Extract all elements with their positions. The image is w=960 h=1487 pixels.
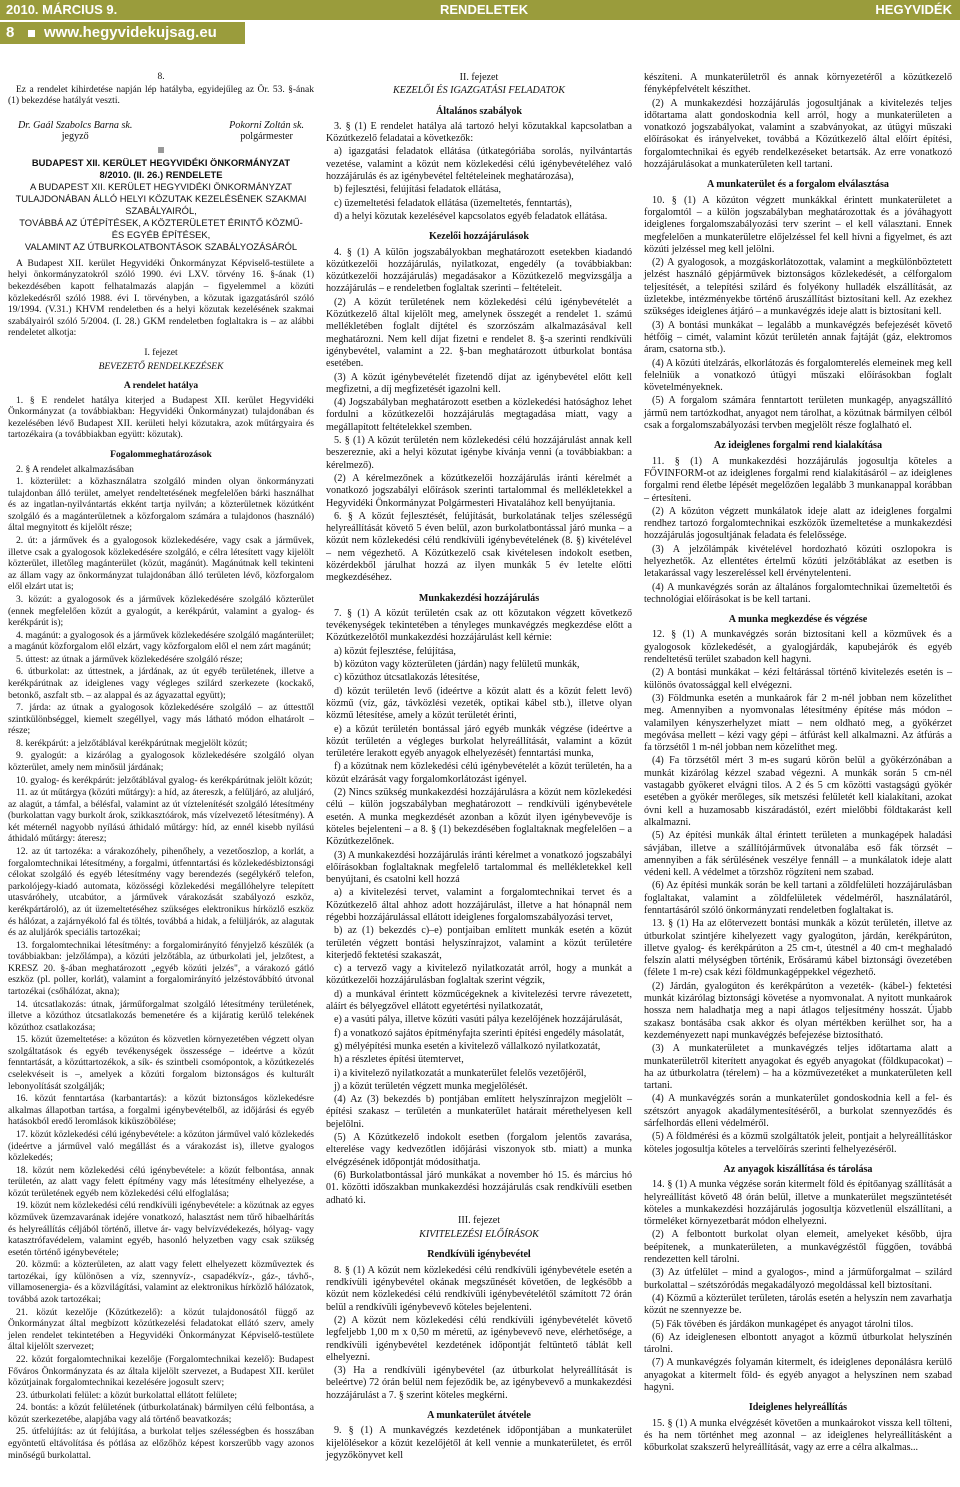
paragraph: (4) Fa törzsétől mért 3 m-es sugarú körön belül a gyökérzónában a munkát kizárólag kézzel szabad végezni. A munkák során 5 cm-nél vastagabb gyökeret elvágni tilos. A 2 és 5 cm közötti vastagságú gyökér esetében a gyökér merőleges, sík metszési felületét kell kialakítani, azokat óvni kell a huzamosabb kiszáradástól, ezért mielőbbi földtakarást kell alkalmazni. bbox=[644, 755, 952, 828]
paragraph: (5) A forgalom számára fenntartott területen munkagép, anyagszállító jármű nem tartózkodhat, anyagot nem tárolhat, a közútnak bármilyen célból csak a forgalomszabályozási tervben megjelölt része foglalható el. bbox=[644, 395, 952, 432]
section-heading: A rendelet hatálya bbox=[123, 381, 199, 392]
list-item: g) mélyépítési munka esetén a kivitelező vállalkozó nyilatkozatát, bbox=[334, 1040, 601, 1052]
column-3 bbox=[644, 72, 952, 1455]
list-item: f) a vonatkozó sajátos építményfajta szerinti építési engedély másolatát, bbox=[334, 1027, 625, 1039]
separator-square-icon bbox=[158, 147, 164, 153]
paragraph: 1. § E rendelet hatálya kiterjed a Budapest XII. kerület Hegyvidéki Önkormányzat (a továbbiakban: Hegyvidéki Önkormányzat) tulajdonában és kezelésében lévő Budapest XII. kerületi helyi közutakra, azok műtárgyaira és tartozékaira (a továbbiakban együtt: közutak). bbox=[8, 395, 314, 441]
paragraph: (2) Nincs szükség munkakezdési hozzájárulásra a közút nem közlekedési célú – külön jogszabályban meghatározott – rendkívüli igénybevétele esetén. A munka megkezdését azonban a közút ilyen igénybevevője is köteles bejelenteni – a 8. § (1) bekezdésében foglaltaknak megfelelően – a Közútkezelőnek. bbox=[326, 787, 632, 848]
section-8-title: 8. bbox=[157, 72, 165, 82]
paragraph: (4) Jogszabályban meghatározott esetben a közlekedési hatósághoz lehet fordulni a közútkezelői hozzájárulás megtagadása miatt, vagy a megállapított feltételekkel szemben. bbox=[326, 397, 632, 433]
paragraph: 11. § (1) A munkakezdési hozzájárulás jogosultja köteles a FŐVINFORM-ot az ideiglenes forgalmi rend kialakításáról – az ideiglenes forgalmi rend életbe lépését megelőzően legalább 3 munkanappal korábban – értesíteni. bbox=[644, 455, 952, 504]
paragraph: 7. § (1) A közút területén csak az ott közutakon végzett következő tevékenységek tekintetében a tényleges munkavégzés megkezdése előtt a Közútkezelőtől munkakezdési hozzájárulást kell kérnie: bbox=[326, 607, 632, 644]
definition: 24. bontás: a közút felületének (útburkolatának) bármilyen célú felbontása, a közút szerkezetébe, alapjába vagy alá történő beavatkozás; bbox=[8, 1403, 314, 1425]
definition: 25. útfelújítás: az út felújítása, a burkolat teljes szélességben és hosszában egyöntetű eltávolítása és pótlása az előzőhöz képest korszerűbb vagy azonos minőségű burkolattal. bbox=[8, 1427, 314, 1461]
definition: 18. közút nem közlekedési célú igénybevétele: a közút felbontása, annak területén, az alatt vagy felett építmény vagy más létesítmény elhelyezése, a közút területének egyéb nem közlekedési célú elfoglalása; bbox=[8, 1165, 314, 1199]
decree-issuer: BUDAPEST XII. KERÜLET HEGYVIDÉKI ÖNKORMÁNYZAT bbox=[31, 156, 291, 168]
paragraph: 5. § (1) A közút területén nem közlekedési célú hozzájárulást annak kell beszereznie, aki a helyi közutat igénybe kívánja venni (a továbbiakban: a kérelmező). bbox=[326, 435, 632, 471]
chapter-title: KEZELŐI ÉS IGAZGATÁSI FELADATOK bbox=[392, 85, 566, 97]
chapter-number: I. fejezet bbox=[144, 347, 178, 358]
list-item: e) a vasúti pálya, illetve közúti vasúti pálya kezelőjének hozzájárulását, bbox=[334, 1014, 623, 1026]
list-item: c) közúthoz útcsatlakozás létesítése, bbox=[334, 672, 480, 684]
paragraph: (3) Ha a rendkívüli igénybevétel (az útburkolat helyreállítását is beleértve) 72 órán belül nem fejeződik be, az igénybevevő a munkakezdési hozzájárulást a 7. § szerint köteles megkérni. bbox=[326, 1365, 632, 1401]
list-item: b) az (1) bekezdés c)–e) pontjaiban említett munkák esetén a közút területén végzett bontási helyszínrajzot, valamint a közút területére kiterjedő fektetési szakaszát, bbox=[326, 925, 632, 961]
section-heading: Az ideiglenes forgalmi rend kialakítása bbox=[713, 440, 883, 452]
chapter-number: II. fejezet bbox=[459, 72, 499, 83]
list-item: h) a részletes építési ütemtervet, bbox=[334, 1054, 464, 1066]
paragraph: (2) A gyalogosok, a mozgáskorlátozottak, valamint a megkülönböztetett jelzést használó gépjárművek biztonságos közlekedését, a célforgalom teljesítését, a telepítési szilárd és folyékony hulladék elszállítását, az üzletekbe, intézményekbe történő áruszállítást biztosítani kell. Az ezekhez szükséges ideiglenes átjáró – a munkavégzés ideje alatt is biztosítani kell. bbox=[644, 257, 952, 318]
paragraph: (5) Fák tövében és járdákon munkagépet és anyagot tárolni tilos. bbox=[652, 1318, 914, 1330]
chapter-title: BEVEZETŐ RENDELKEZÉSEK bbox=[98, 361, 224, 372]
definition: 23. útburkolati felület: a közút burkolattal ellátott felülete; bbox=[16, 1390, 238, 1401]
definition: 6. útburkolat: az úttestnek, a járdának, az út egyéb területének, illetve a kerékpárútnak az ideiglenes vagy végleges szilárd szerkezete (kockakő, betonkő, aszfalt stb. – az alappal és az ágyazattal együtt); bbox=[8, 667, 314, 701]
chapter-title: KIVITELEZÉSI ELŐÍRÁSOK bbox=[419, 1229, 539, 1241]
paragraph: 8. § (1) A közút nem közlekedési célú rendkívüli igénybevétele esetén a rendkívüli igénybevétel okának megszűnését követően, de legkésőbb a közút nem közlekedési célú rendkívüli igénybevételétől számított 72 órán belül a rendkívüli igénybevevő köteles bejelenteni. bbox=[326, 1264, 632, 1313]
paragraph: (5) A Közútkezelő indokolt esetben (forgalom jelentős zavarása, elterelése vagy kedvezőtlen időjárási viszonyok stb. miatt) a munka elvégzésének időpontját módosíthatja. bbox=[326, 1132, 632, 1168]
separator-square-icon bbox=[28, 30, 35, 37]
list-item: d) a munkával érintett közműcégeknek a kivitelezési tervre rávezetett, aláírt és bélyegzővel ellátott egyetértési nyilatkozatát, bbox=[326, 988, 632, 1013]
decree-title-line: TOVÁBBÁ AZ ÚTÉPÍTÉSEK, A KÖZTERÜLETET ÉRINTŐ KÖZMŰ- bbox=[19, 216, 303, 228]
paragraph: (4) Az (3) bekezdés b) pontjában említett helyszínrajzon megjelölt – építési szakasz – területén a munkaterület határait mérethelyesen kell bejelölni. bbox=[326, 1094, 632, 1130]
list-item: c) üzemeltetési feladatok ellátása (üzemeltetés, fenntartás), bbox=[334, 197, 572, 209]
paragraph: Ez a rendelet kihirdetése napján lép hatályba, egyidejűleg az Ör. 53. §-ának (1) bekezdése hatályát veszti. bbox=[8, 84, 314, 107]
definition: 19. közút nem közlekedési célú rendkívüli igénybevétele: a közútnak az egyes közművek üzemzavarának idejére vonatkozó, halasztást nem tűrő hibaelhárítás és helyreállítás céljából történő, illetve ár- vagy belvízvédekezés, hólyag- vagy katasztrófavédelem, valamint egyéb, hasonló helyzetben vagy csak szükség esetén történő igénybevétele; bbox=[8, 1201, 314, 1258]
definition: 15. közút üzemeltetése: a közúton és közvetlen környezetében végzett olyan szolgáltatások és egyéb tevékenységek összessége – ideértve a közút fenntartását, a közúttartozékok, a sík- és szintbeli csomópontok, a közútkezelés cselekvéseit is –, amelyek a közúti forgalom biztonságos és kulturált lebonyolítását szolgálják; bbox=[8, 1035, 314, 1092]
paragraph: (2) A kérelmezőnek a közútkezelői hozzájárulás iránti kérelmét a vonatkozó jogszabályi előírások szerinti tartalommal és mellékletekkel a Hegyvidéki Önkormányzat Polgármesteri Hivatalához kell benyújtania. bbox=[326, 472, 632, 509]
paragraph: (3) A munkakezdési hozzájárulás iránti kérelmet a vonatkozó jogszabályi előírásokban foglaltaknak megfelelő tartalommal és mellékletekkel kell benyújtani, és csatolni kell hozzá bbox=[326, 849, 632, 886]
paragraph: A Budapest XII. kerület Hegyvidéki Önkormányzat Képviselő-testülete a helyi önkormányzatokról szóló 1990. évi LXV. törvény 16. §-ának (1) bekezdésében kapott felhatalmazás alapján – figyelemmel a közúti közlekedésről szóló 1988. évi I. törvényben, a közutak igazgatásáról szóló 19/1994. (V.31.) KHVM rendeletben és a helyi közutak kezelésének szakmai szabályairól szóló 5/2004. (I. 28.) GKM rendeletben foglaltakra is – az alábbi rendeletet alkotja: bbox=[8, 258, 314, 339]
signatory-name: Pokorni Zoltán sk. bbox=[229, 119, 304, 131]
paragraph: 4. § (1) A külön jogszabályokban meghatározott esetekben kiadandó közútkezelői hozzájárulás, nyilatkozat, engedély (a továbbiakban: közútkezelői hozzájárulás) megadásakor a Közútkezelő megvizsgálja a hozzájárulás – e rendeletben foglaltak szerinti – feltételeit. bbox=[326, 246, 632, 295]
signatures bbox=[18, 120, 304, 143]
page-number: 8 bbox=[6, 24, 15, 41]
decree-title-line: A BUDAPEST XII. KERÜLET HEGYVIDÉKI ÖNKORMÁNYZAT bbox=[29, 180, 293, 192]
definition: 10. gyalog- és kerékpárút: jelzőtáblával gyalog- és kerékpárútnak jelölt közút; bbox=[16, 775, 313, 786]
column-2 bbox=[326, 72, 632, 1463]
paragraph: (4) Közmű a közterület területen, tárolás esetén a helyszín nem zavarhatja közút ne szennyezze be. bbox=[644, 1292, 952, 1317]
column-1 bbox=[8, 72, 314, 1463]
definition: 20. közmű: a közterületen, az alatt vagy felett elhelyezett közműveztek és tartozékai, így különösen a víz, szennyvíz-, csapadékvíz-, gáz-, távhő-, villamosenergia- és a közvilágítási, valamint az elektronikus hírközlő hálózatok, továbbá azok tartozékai; bbox=[8, 1260, 314, 1306]
section-heading: Kezelői hozzájárulások bbox=[428, 231, 530, 243]
paragraph: (3) A jelzőlámpák kivételével hordozható közúti oszlopokra is helyezhetők. Az ellentétes értelmű közúti jelzőtáblákat az esetben is letakarással vagy leszereléssel kell érvénytelenteni. bbox=[644, 543, 952, 580]
list-item: c) a tervező vagy a kivitelező nyilatkozatát arról, hogy a munkát a közútkezelői hozzájárulásban foglaltak szerint végzik, bbox=[326, 963, 632, 987]
paragraph: (6) Az építési munkák során be kell tartani a zöldfelületi hozzájárulásban foglaltakat, valamint a zöldfelületek védelméről, használatáról, fenntartásáról szóló önkormányzati rendeletben foglaltakat is. bbox=[644, 880, 952, 916]
paragraph: (3) A munkaterületet a munkavégzés teljes időtartama alatt a munkaterületről kiterített anyagokat és egyéb anyagokat (földkupacokat) – ha az útburkolatra (térelem) – ha a közművezetéket a munkaterületen kell tartani. bbox=[644, 1043, 952, 1092]
list-item: b) fejlesztési, felújítási feladatok ellátása, bbox=[334, 184, 502, 196]
definition: 21. közút kezelője (Közútkezelő): a közút tulajdonosától függő az Önkormányzat által megbízott közútkezelési feladatokat ellátó szerv, amely jelen rendelet tekintetében a Hegyvidéki Önkormányzat Képviselő-testülete által kijelölt szervezet; bbox=[8, 1307, 314, 1353]
paragraph: (2) A közúton végzett munkálatok ideje alatt az ideiglenes forgalmi rendhez tartozó forgalomtechnikai eszközök üzemeltetése a munkakezdési hozzájárulás jogosultjának feladata és felelőssége. bbox=[644, 505, 952, 542]
header-bar bbox=[0, 0, 960, 20]
paragraph: (4) A munkavégzés során a munkaterület gondoskodnia kell a fel- és szétszórt anyagok akadálymentesítéséről, a burkolat szennyeződés és sárfelhordás elleni védelméről. bbox=[644, 1093, 952, 1130]
list-item: a) közút fejlesztése, felújítása, bbox=[334, 645, 456, 657]
list-item: b) közúton vagy közterületen (járdán) nagy felületű munkák, bbox=[334, 659, 580, 671]
paragraph: (3) A bontási munkákat – legalább a munkavégzés befejezését követő hétfőig – cimét, valamint közút területén annak fajtáját (gáz, elektromos áram, csatorna stb.). bbox=[644, 319, 952, 356]
paragraph: (5) Az építési munkák által érintett területen a munkagépek haladási sávjában, illetve a szállítójárművek útvonalába eső fák törzsét – amennyiben a fák sérülésének veszélye fennáll – a munkálatok ideje alatt védeni kell. A védelmet a törzshöz rögzíteni nem szabad. bbox=[644, 830, 952, 879]
definition: 9. gyalogút: a kizárólag a gyalogosok közlekedésére szolgáló olyan közterület, amely nem minősül járdának; bbox=[8, 751, 314, 774]
definition: 22. közút forgalomtechnikai kezelője (Forgalomtechnikai kezelő): Budapest Főváros Önkormányzata és az általa kijelölt szervezet, a Budapest XII. kerület közútjainak forgalomtechnikai kezelésére jogosult szerv; bbox=[8, 1354, 314, 1389]
definition: 13. forgalomtechnikai létesítmény: a forgalomirányító fényjelző készülék (a továbbiakban: jelzőlámpa), a közúti jelzőtábla, az útburkolati jel, jelzőtest, a KRESZ 20. §-ában meghatározott „egyéb közúti jelzés", a várakozó gátló eszköz (pl. poller, korlát), valamint a forgalomirányító jelzéstovábbító útvonal tartozékai (csőhálózat, akna); bbox=[8, 940, 314, 997]
definition: 4. magánút: a gyalogosok és a járművek közlekedésére szolgáló magánterület; a magánút közforgalom elől elzárt, vagy közforgalom elől el nem zárt magánút; bbox=[8, 630, 314, 653]
signatory-role: polgármester bbox=[240, 131, 293, 143]
paragraph: (3) A közút igénybevételét fizetendő díjat az igénybevétel előtt kell megfizetni, a díj megfizetését igazolni kell. bbox=[326, 371, 632, 395]
paragraph: (2) A munkakezdési hozzájárulás jogosultjának a kivitelezés teljes időtartama alatt gondoskodnia kell arról, hogy a munkaterületen a vonatkozó jogszabályokat, valamint a szabványokat, az útügyi műszaki előírásokat és irányelveket, továbbá a Közútkezelő által előírt építési, forgalomtechnikai és egyéb rendelkezéseket betartsák. Az erre vonatkozó hozzájárulásokat a munkaterületen kell tartani. bbox=[644, 97, 952, 171]
decree-title-line: VALAMINT AZ ÚTBURKOLATBONTÁSOK SZABÁLYOZÁSÁRÓL bbox=[24, 240, 298, 252]
paragraph: 9. § (1) A munkavégzés kezdetének időpontjában a munkaterület kijelölésekor a közút kezelőjétől át kell vennie a munkaterületet, és erről jegyzőkönyvet kell bbox=[326, 1425, 632, 1461]
list-item: i) a kivitelező nyilatkozatát a munkaterület felelős vezetőjéről, bbox=[334, 1067, 587, 1079]
decree-title-line: TULAJDONÁBAN ÁLLÓ HELYI KÖZUTAK KEZELÉSÉNEK SZAKMAI SZABÁLYAIRÓL, bbox=[15, 192, 307, 216]
paragraph: (7) A munkavégzés folyamán kitermelt, és ideiglenes deponálásra kerülő anyagokat a kitermelt föld- és egyéb anyagot a helyszínen nem szabad hagyni. bbox=[644, 1357, 952, 1393]
definition: 1. közterület: a közhasználatra szolgáló minden olyan önkormányzati tulajdonban álló terület, amelyet rendeltetésének megfelelően bárki használhat és az ingatlan-nyilvántartás ekként tartja nyilván; a közterületnek közútként szolgáló és a magánterületnek a közforgalom számára a tulajdonos (használó) által megnyitott és kijelölt része; bbox=[8, 477, 314, 534]
list-item: f) a közútnak nem közlekedési célú igénybevételét a közút területén, ha a közút elzárását vagy forgalomkorlátozást igényel. bbox=[326, 761, 632, 785]
definition: 11. az út műtárgya (közúti műtárgy): a híd, az átereszk, a felüljáró, az aluljáró, az alagút, a támfal, a bélésfal, valamint az út víztelenítését szolgáló létesítmény (burkolattan vagy burkolt árok, szikkasztóárok, más vízelvezető létesítmény). A két méternél nagyobb nyílású áthidaló műtárgy: híd, az ennél kisebb nyílású áthidaló műtárgy: áteresz; bbox=[8, 788, 314, 845]
paragraph: (5) A földmérési és a közmű szolgáltatók jeleit, pontjait a helyreállításkor köteles jogosultja köteles a tervelőírás szerinti felhelyezéséről. bbox=[644, 1131, 952, 1155]
page-bar bbox=[0, 22, 245, 44]
paragraph: 15. § (1) A munka elvégzését követően a munkaárokot vissza kell tölteni, és ha nem történhet meg azonnal – az ideiglenes helyreállításként a kőburkolat szakszerű helyreállítását, vagy az erre a célra alkalmas... bbox=[644, 1417, 952, 1454]
paragraph: 14. § (1) A munka végzése során kitermelt föld és építőanyag szállítását a helyreállítást követő 48 órán belül, illetve a munkaterület megszüntetését köteles a munkakezdési hozzájárulás jogosultja közvetlenül elszállítani, a törmeléket környezetbarát módon elhelyezni. bbox=[644, 1179, 952, 1228]
paragraph: (2) A felbontott burkolat olyan elemeit, amelyeket később, újra beépítenek, a munkaterületen, a munkavégzéstől függően, továbbá rendezetten kell tárolni. bbox=[644, 1229, 952, 1266]
chapter-number: III. fejezet bbox=[457, 1214, 501, 1226]
definition: 16. közút fenntartása (karbantartás): a közút biztonságos közlekedésre alkalmas állapotban tartása, a forgalmi igénybevételből, az időjárási és egyéb hatásokból eredő leromlások kiküszöbölése; bbox=[8, 1094, 314, 1128]
section-heading: Ideiglenes helyreállítás bbox=[748, 1402, 848, 1414]
definition: 8. kerékpárút: a jelzőtáblával kerékpárútnak megjelölt közút; bbox=[16, 738, 248, 749]
definition: 7. járda: az útnak a gyalogosok közlekedésére szolgáló – az úttesttől szintkülönbséggel, kiemelt szegéllyel, vagy más látható módon elhatárolt – része; bbox=[8, 703, 314, 737]
definition: 17. közút közlekedési célú igénybevétele: a közúton járművel való közlekedés (ideértve a járművel való megállást és a várakozást is), illetve gyalogos közlekedés; bbox=[8, 1129, 314, 1164]
definition: 5. úttest: az útnak a járművek közlekedésére szolgáló része; bbox=[16, 654, 243, 665]
section-heading: A munka megkezdése és végzése bbox=[728, 614, 868, 626]
section-heading: Rendkívüli igénybevétel bbox=[427, 1249, 531, 1261]
paragraph: (4) A munkavégzés során az általános forgalomtechnikai üzemeltetői és technológiai előírásokat is be kell tartani. bbox=[644, 581, 952, 605]
paragraph: (6) Az ideiglenesen elbontott anyagot a közmű útburkolat helyszínén tárolni. bbox=[644, 1331, 952, 1356]
paragraph: (2) A közút nem közlekedési célú rendkívüli igénybevételét követő legfeljebb 1,00 m x 0,50 m méretű, az igénybevevő neve, elérhetősége, a rendkívüli igénybevétel kezdetének időpontját feltüntető táblát kell elhelyezni. bbox=[326, 1314, 632, 1363]
list-item: a) a kivitelezési tervet, valamint a forgalomtechnikai tervet és a Közútkezelő által ahhoz adott hozzájárulást, illetve a hat hónapnál nem régebbi hozzájárulással ellátott ideiglenes forgalomszabályozási tervet, bbox=[326, 887, 632, 923]
section-heading: Munkakezdési hozzájárulás bbox=[418, 592, 540, 604]
section-heading: Az anyagok kiszállítása és tárolása bbox=[723, 1163, 873, 1175]
paragraph: (2) Járdán, gyalogúton és kerékpárúton a vezeték- (kábel-) fektetési munkát kizárólag biztonsági követése a nyomvonalat. A nyitott munkaárok hossza nem haladhatja meg a napi átlagos teljesítmény hosszát. Újabb szakasz bontásába csak akkor és olyan mértékben kerülhet sor, ha a kezdeményezett napi munkavégzés befejezése biztosítható. bbox=[644, 980, 952, 1041]
paragraph: (4) A közúti útelzárás, elkorlátozás és forgalomterelés elemeinek meg kell felelniük a vonatkozó útügyi műszaki előírásokban foglalt követelményeknek. bbox=[644, 357, 952, 394]
paragraph: (6) Burkolatbontással járó munkákat a november hó 15. és március hó 01. közötti időszakban munkakezdési hozzájárulás csak rendkívüli esetben adható ki. bbox=[326, 1169, 632, 1206]
paragraph: készíteni. A munkaterületről és annak környezetéről a közútkezelő fényképfelvételt készíthet. bbox=[644, 72, 952, 96]
decree-title-line: ÉS EGYÉB ÉPÍTÉSEK, bbox=[111, 228, 211, 240]
list-item: d) a helyi közutak kezelésével kapcsolatos egyéb feladatok ellátása. bbox=[334, 210, 608, 222]
section-heading: Fogalommeghatározások bbox=[110, 449, 212, 460]
definition: 2. út: a járművek és a gyalogosok közlekedésére, vagy csak a járművek, illetve csak a gyalogosok közlekedésére szolgáló, e célra létesített vagy kijelölt közterület, illetőleg magánterület (közút, magánút). Magánútnak kell tekinteni az állam vagy az önkormányzat tulajdonában álló területen lévő, közforgalom elől elzárt utat is; bbox=[8, 536, 314, 593]
paragraph: 2. § A rendelet alkalmazásában bbox=[16, 464, 134, 475]
signatory-name: Dr. Gaál Szabolcs Barna sk. bbox=[18, 119, 133, 131]
paragraph: (3) Földmunka esetén a munkaárok fár 2 m-nél jobban nem közelíthet meg. Amennyiben a nyomvonalas létesítmény építése más módon – valamilyen kényszerhelyzet miatt – nem oldható meg, a gyökérzet megóvása mellett – kézi vagy gépi – átfúrást kell alkalmazni. Az átfúrás a fa törzsétől 1 m-nél jobban nem közelíthet meg. bbox=[644, 692, 952, 754]
paragraph: 6. § A közút fejlesztését, felújítását, burkolatának teljes szélességű helyreállítását követő 5 éven belül, azon burkolatbontással járó munka – a közút nem közlekedési célú rendkívüli igénybevételének (8. §) kivételével – nem végezhető. A Közútkezelő csak kivételesen indokolt esetben, közérdekből járulhat hozzá az ilyen munkák 5 év letelte előtti megkezdéséhez. bbox=[326, 510, 632, 584]
paragraph: 12. § (1) A munkavégzés során biztosítani kell a közművek és a gyalogosok közlekedését, a gyalogjárdák, kapubejárók és egyéb rendeltetésű terület szabadon kell hagyni. bbox=[644, 629, 952, 666]
section-heading: A munkaterület átvétele bbox=[427, 1409, 531, 1421]
paragraph: (2) A bontási munkákat – kézi feltárással történő kivitelezés esetén is – különös óvatossággal kell elvégezni. bbox=[644, 667, 952, 691]
issue-date: 2010. MÁRCIUS 9. bbox=[6, 2, 118, 17]
paragraph: (3) Az útfelület – mind a gyalogos-, mind a járműforgalmat – szilárd burkolattal – szétszóródás megakadályozó megoldással kell biztosítani. bbox=[644, 1267, 952, 1291]
section-title: RENDELETEK bbox=[440, 2, 529, 17]
paragraph: 13. § (1) Ha az előtervezett bontási munkák a közút területén, illetve az útburkolat szintjére kihelyezett vagy gyalogúton, járdán, kerékpárúton, illetve gyalog- és kerékpárúton a 25 cm-t, útestnél a 40 cm-t meghaladó felszín alatti mélységben történik, Erősáramú kábel biztonsági övezetében (félete 1 m-re) csak kézi földmunkagéppekkel végezhető. bbox=[644, 918, 952, 979]
list-item: e) a közút területén bontással járó egyéb munkák végzése (ideértve a közút területén a végleges burkolat helyreállítását, valamint a közút területére lerakott egyéb anyagok elhelyezését) fenntartási munka, bbox=[326, 723, 632, 760]
paragraph: 3. § (1) E rendelet hatálya alá tartozó helyi közutakkal kapcsolatban a Közútkezelő feladatai a következők: bbox=[326, 120, 632, 145]
section-heading: A munkaterület és a forgalom elválasztása bbox=[707, 179, 889, 191]
list-item: j) a közút területén végzett munka megjelölését. bbox=[334, 1080, 528, 1092]
definition: 3. közút: a gyalogosok és a járművek közlekedésére szolgáló közterület (ennek megfelelően közút a gyalogút, a kerékpárút, valamint a gyalog- és kerékpárút is); bbox=[8, 594, 314, 629]
section-heading: Általános szabályok bbox=[435, 105, 523, 117]
paragraph: (2) A közút területének nem közlekedési célú igénybevételét a Közútkezelő által kijelölt meg, amelynek összegét a rendelet 1. számú mellékletében foglalt díjtétel és szorzószám alkalmazásával kell meghatározni. Nem kell díjat fizetni e rendelet 8. §-a szerinti rendkívüli igénybevétel, valamint a 22. §-ban meghatározott útburkolat bontása esetében. bbox=[326, 296, 632, 370]
list-item: a) igazgatási feladatok ellátása (útkategóriába sorolás, nyilvántartás vezetése, valamint a közút nem közlekedési célú igénybevételéhez való hozzájárulás és az igénybevétel feltételeinek meghatározása), bbox=[326, 146, 632, 183]
website-link[interactable]: www.hegyvidekujsag.eu bbox=[44, 24, 217, 41]
definition: 12. az út tartozéka: a várakozóhely, pihenőhely, a vezetőoszlop, a korlát, a forgalomtechnikai létesítmény, a forgalmi, útfenntartási és közlekedésbiztonsági célokat szolgáló és egyéb létesítmény vagy berendezés (segélykérő telefon, parkolójegy-kiadó automata, közösségi közlekedési megállóhelyre telepített utasváróhely, utcabútor, a járművek várakozását szabályozó eszköz, kerékpártároló), az út üzemeltetéséhez szükséges elektronikus hírközlő eszköz és hálózat, a zajárnyékoló fal és töltés, továbbá a hidak, a felüljárók, az alagutak és az aluljárók speciális tartozékai; bbox=[8, 847, 314, 939]
signatory-role: jegyző bbox=[61, 131, 89, 143]
list-item: d) közút területén levő (ideértve a közút alatt és a közút felett levő) közmű (víz, gáz, távközlési vezeték, optikai kábel stb.), illetve olyan közmű létesítése, amely a közút területét érinti, bbox=[326, 685, 632, 722]
paragraph: 10. § (1) A közúton végzett munkákkal érintett munkaterületet a forgalomtól – a külön jogszabályban meghatározottak és a jóváhagyott ideiglenes forgalomszabályozási terv szerint – el kell választani. Ennek megfelelően a munkaterületre előjelzéssel fel kell hívni a figyelmet, és azt közúti jelzéssel meg kell jelölni. bbox=[644, 194, 952, 255]
publication-name: HEGYVIDÉK bbox=[875, 2, 952, 17]
definition: 14. útcsatlakozás: útnak, járműforgalmat szolgáló létesítmény területének, illetve a közúthoz útcsatlakozás bemenetére és a kijáratig kerülő telekének közúthoz csatlakozása; bbox=[8, 999, 314, 1033]
decree-number: 8/2010. (II. 26.) RENDELETE bbox=[99, 168, 223, 180]
